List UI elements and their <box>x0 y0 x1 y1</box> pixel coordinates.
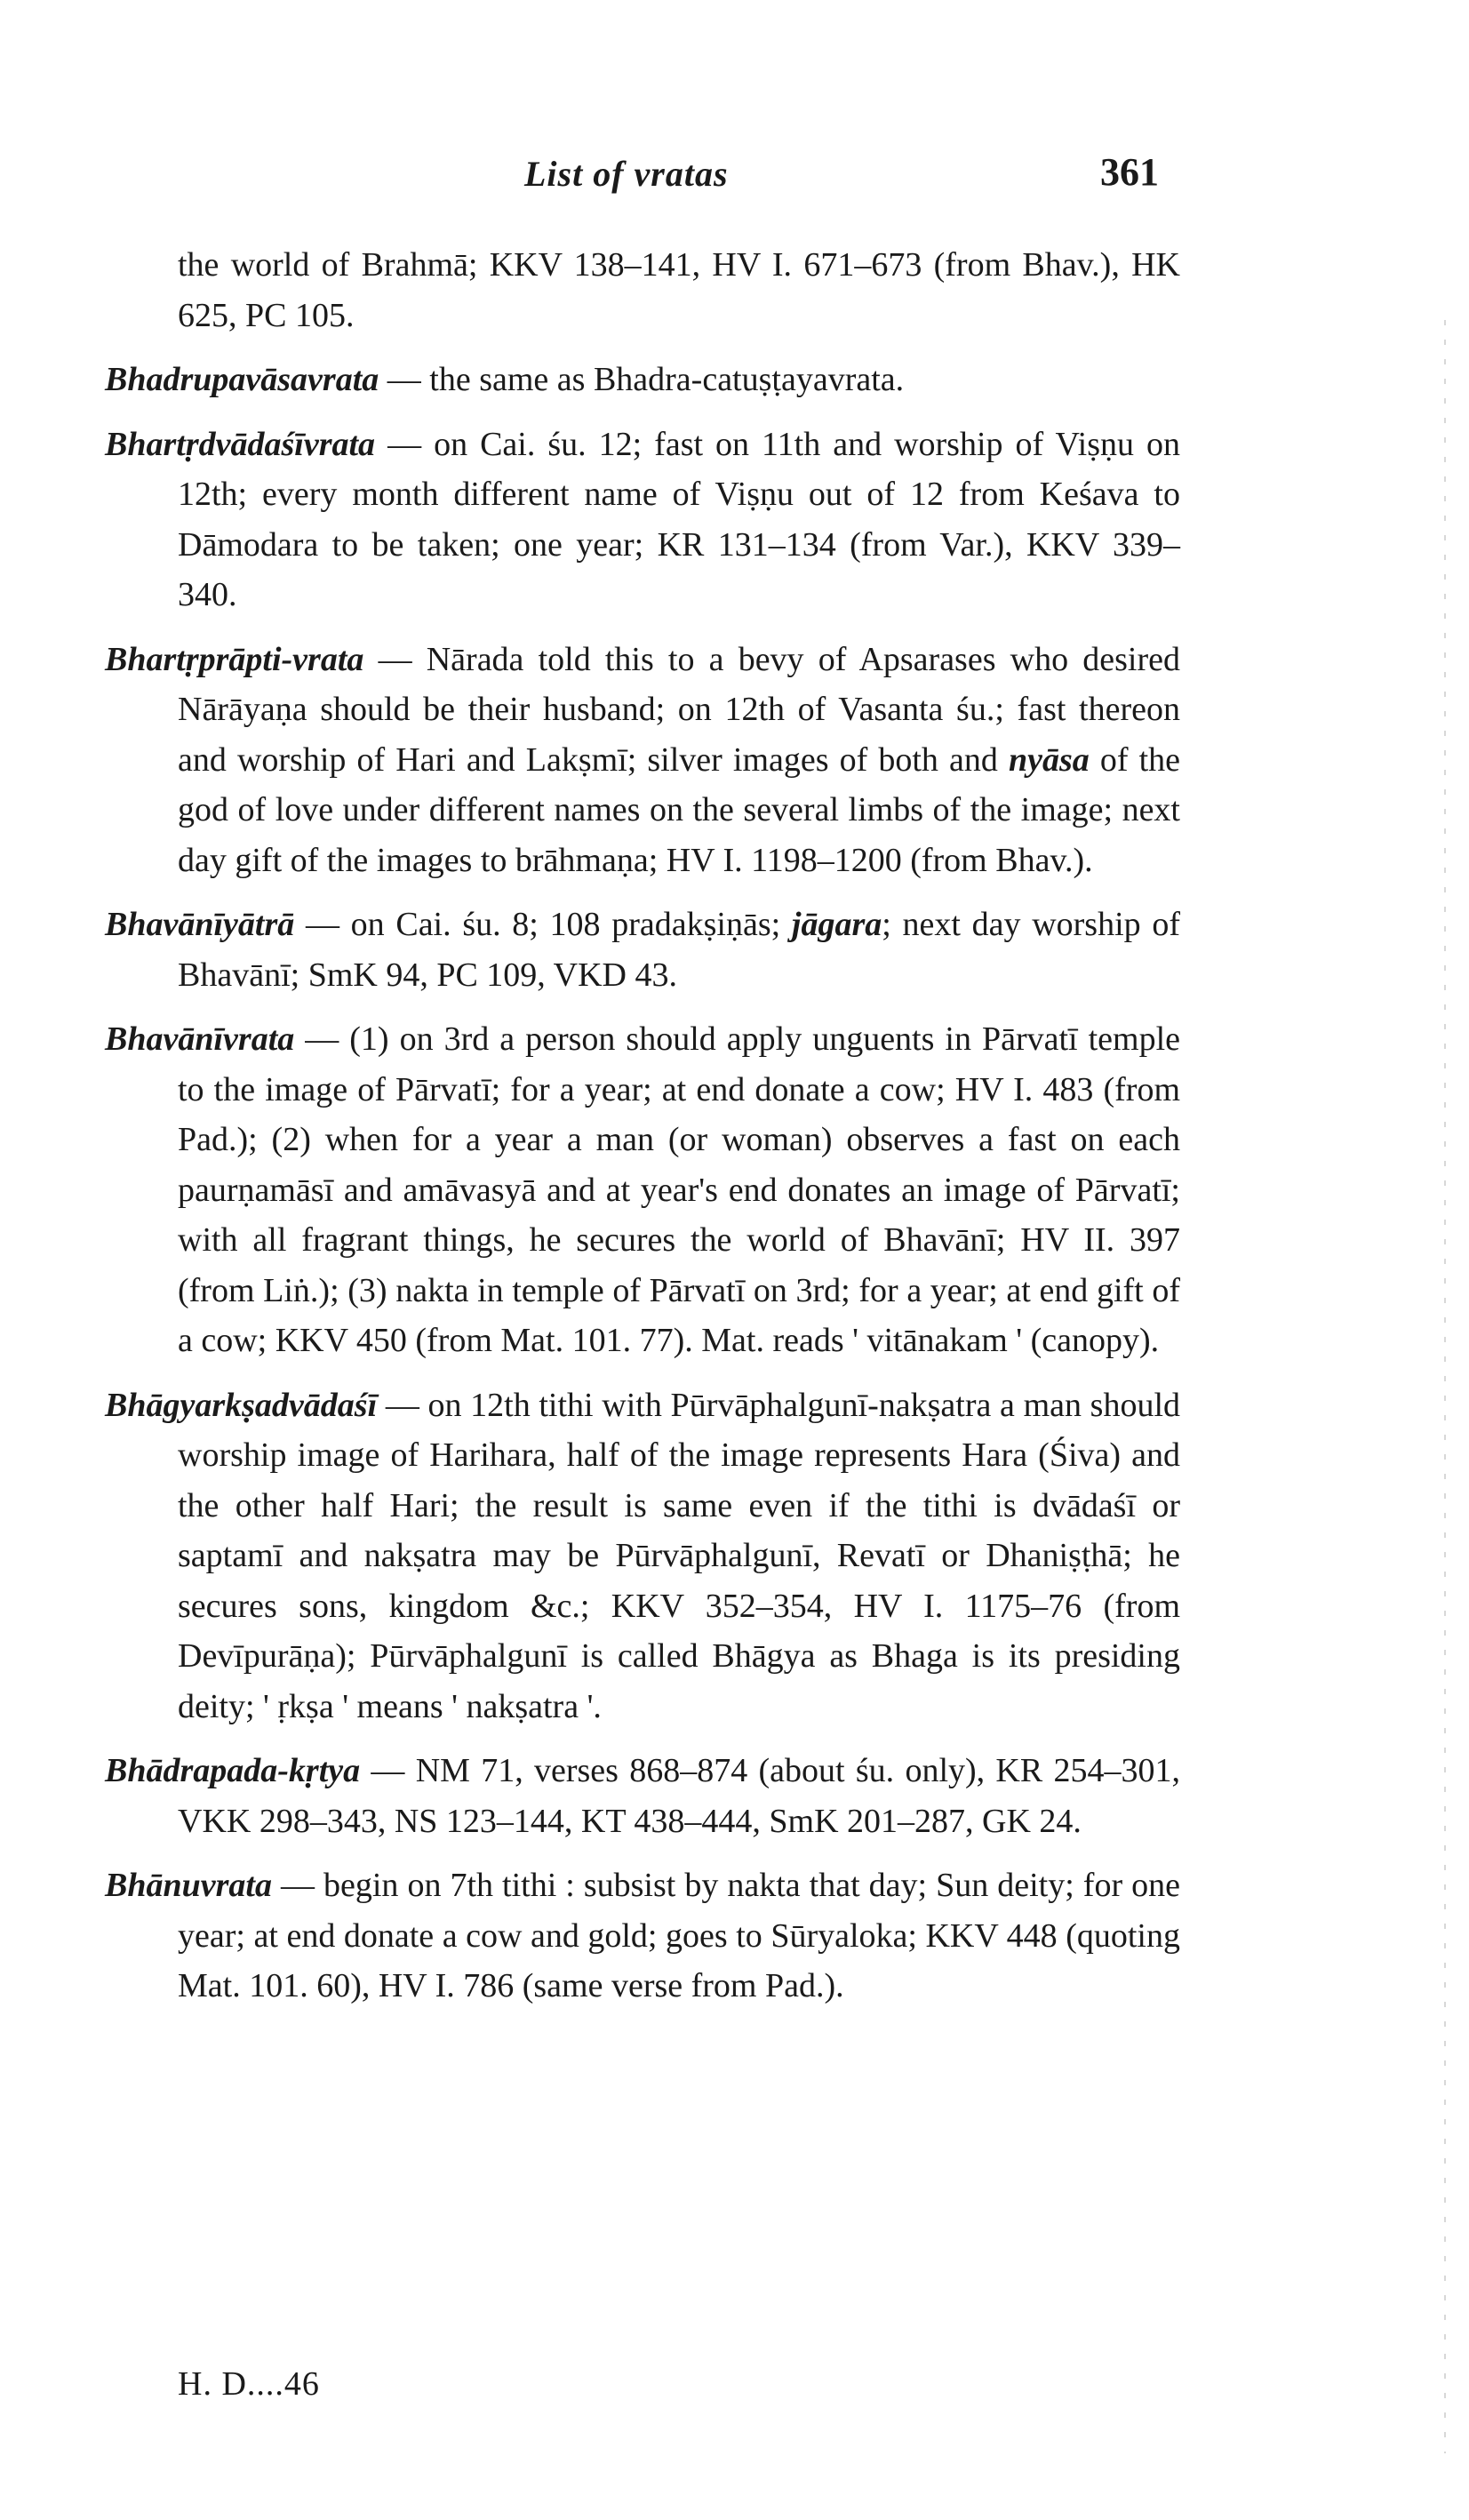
entry-headword: Bhavānīvrata <box>105 1020 295 1058</box>
entry-bhadrapada-krtya <box>105 1746 1180 1846</box>
running-title: List of vratas <box>524 154 729 194</box>
entry-text-after: of the god of love under different names on the several limbs of the image; next day gift of the images to brāhmaṇa; HV I. 1198–1200 (from Bhav.). <box>178 740 1181 879</box>
entry-bhadrupavasavrata <box>105 355 1180 405</box>
margin-rule <box>1444 320 1446 2453</box>
running-head <box>0 150 1469 206</box>
entry-bhavanivrata <box>105 1014 1180 1366</box>
signature-mark: H. D....46 <box>178 2365 320 2403</box>
entry-emphasis: jāgara <box>791 906 882 943</box>
entry-bhanuvrata <box>105 1860 1180 2012</box>
entry-text: the world of Brahmā; KKV 138–141, HV I. 671–673 (from Bhav.), HK 625, PC 105. <box>178 246 1180 334</box>
entry-text: — the same as Bhadra-catuṣṭayavrata. <box>387 361 905 398</box>
entry-text: — (1) on 3rd a person should apply unguents in Pārvatī temple to the image of Pārvatī; for a year; at end donate a cow; HV I. 483 (from Pad.); (2) when for a year a man (or woman) observes a fast on each paurṇamāsī and amāvasyā and at year's end donates an image of Pārvatī; with all fragrant things, he secures the world of Bhavānī; HV II. 397 (from Liṅ.); (3) nakta in temple of Pārvatī on 3rd; for a year; at end gift of a cow; KKV 450 (from Mat. 101. 77). Mat. reads ' vitānakam ' (canopy). <box>178 1020 1181 1359</box>
entry-headword: Bhartṛprāpti-vrata <box>105 640 364 678</box>
page-number: 361 <box>1100 150 1159 194</box>
entry-bhartrprapti-vrata <box>105 635 1180 886</box>
entry-bhartrdvadasivrata <box>105 420 1180 620</box>
entry-continuation <box>105 240 1180 340</box>
entry-headword: Bhāgyarkṣadvādaśī <box>105 1386 378 1424</box>
entry-headword: Bhadrupavāsavrata <box>105 361 379 398</box>
entry-text: — NM 71, verses 868–874 (about śu. only), KR 254–301, VKK 298–343, NS 123–144, KT 438–444, SmK 201–287, GK 24. <box>178 1752 1180 1840</box>
entry-text-after: ; next day worship of Bhavānī; SmK 94, PC 109, VKD 43. <box>178 906 1181 994</box>
entry-bhavaniyatra <box>105 900 1180 1000</box>
entry-headword: Bhartṛdvādaśīvrata <box>105 425 376 463</box>
entry-headword: Bhādrapada-kṛtya <box>105 1752 361 1789</box>
entry-headword: Bhavānīyātrā <box>105 906 295 943</box>
entry-bhagyarksadvadasi <box>105 1380 1180 1732</box>
entry-emphasis: nyāsa <box>1008 740 1090 779</box>
entry-headword: Bhānuvrata <box>105 1867 272 1904</box>
entry-text: — Nārada told this to a bevy of Apsarases who desired Nārāyaṇa should be their husband; on 12th of Vasanta śu.; fast thereon and worship of Hari and Lakṣmī; silver images of both and <box>178 640 1181 779</box>
page-body <box>105 240 1180 2026</box>
entry-text: — on Cai. śu. 12; fast on 11th and worship of Viṣṇu on 12th; every month different name of Viṣṇu out of 12 from Keśava to Dāmodara to be taken; one year; KR 131–134 (from Var.), KKV 339–340. <box>178 425 1181 613</box>
entry-text: — on 12th tithi with Pūrvāphalgunī-nakṣatra a man should worship image of Harihara, half of the image represents Hara (Śiva) and the other half Hari; the result is same even if the tithi is dvādaśī or saptamī and nakṣatra may be Pūrvāphalgunī, Revatī or Dhaniṣṭhā; he secures sons, kingdom &c.; KKV 352–354, HV I. 1175–76 (from Devīpurāṇa); Pūrvāphalgunī is called Bhāgya as Bhaga is its presiding deity; ' ṛkṣa ' means ' nakṣatra '. <box>178 1386 1181 1725</box>
entry-text: — begin on 7th tithi : subsist by nakta that day; Sun deity; for one year; at end donate a cow and gold; goes to Sūryaloka; KKV 448 (quoting Mat. 101. 60), HV I. 786 (same verse from Pad.). <box>178 1867 1180 2004</box>
entry-text: — on Cai. śu. 8; 108 pradakṣiṇās; <box>305 906 781 943</box>
